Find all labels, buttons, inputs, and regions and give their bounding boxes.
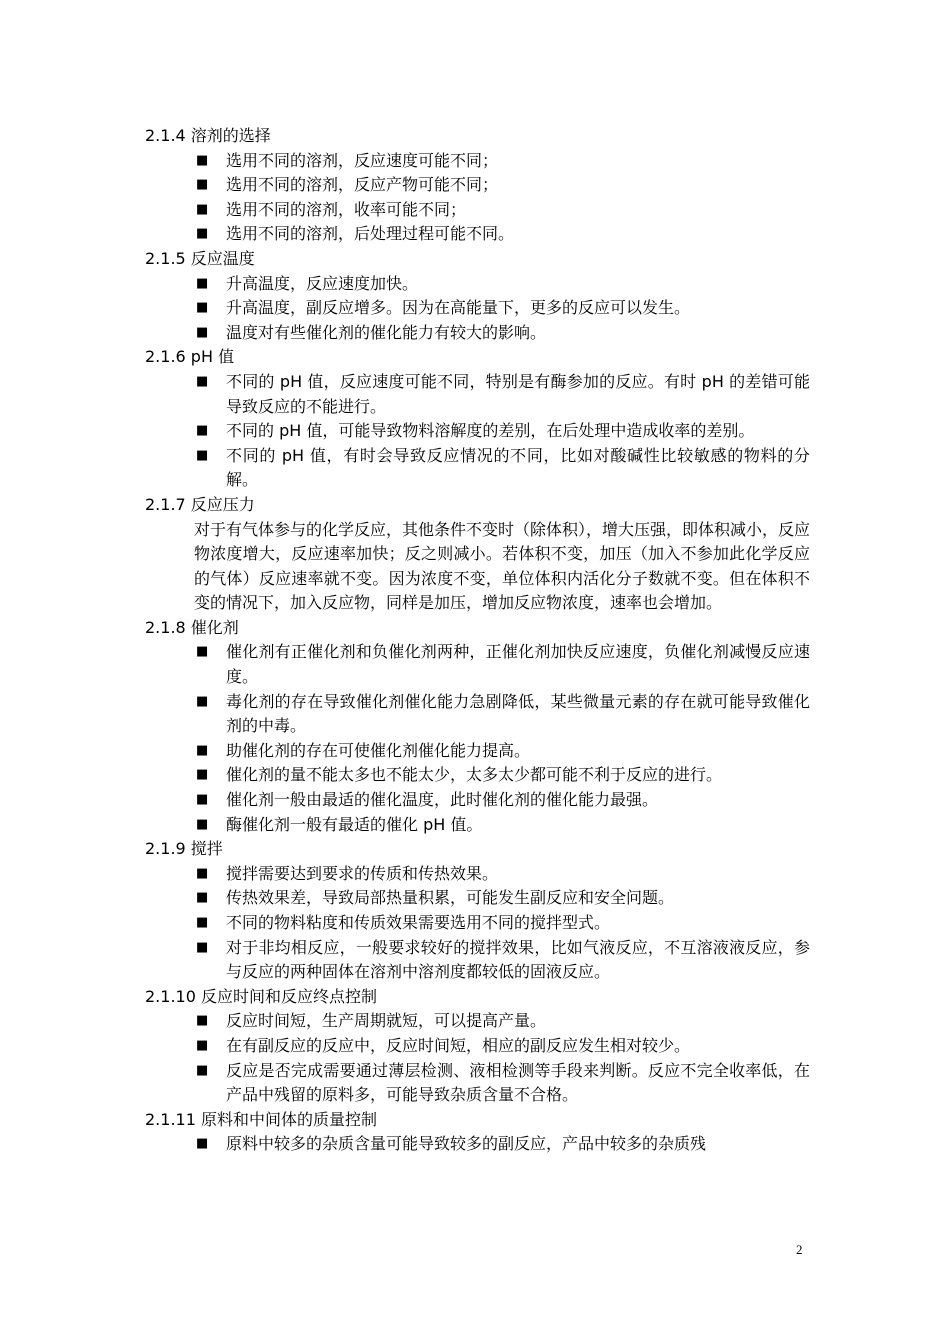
bullet-text: 不同的 pH 值，有时会导致反应情况的不同，比如对酸碱性比较敏感的物料的分解。 — [226, 445, 810, 490]
square-bullet-icon: ■ — [196, 1136, 209, 1152]
bullet-item — [145, 173, 810, 198]
square-bullet-icon: ■ — [196, 767, 209, 783]
square-bullet-icon: ■ — [196, 324, 209, 340]
bullet-item — [145, 1059, 810, 1108]
section-heading: 2.1.8 催化剂 — [145, 617, 239, 637]
bullet-item — [145, 1132, 810, 1157]
square-bullet-icon: ■ — [196, 742, 209, 758]
bullet-text: 酶催化剂一般有最适的催化 pH 值。 — [226, 814, 483, 834]
section-heading: 2.1.5 反应温度 — [145, 248, 255, 268]
bullet-text: 搅拌需要达到要求的传质和传热效果。 — [226, 863, 499, 883]
square-bullet-icon: ■ — [196, 152, 209, 168]
section-heading: 2.1.6 pH 值 — [145, 347, 235, 367]
bullet-item — [145, 690, 810, 739]
square-bullet-icon: ■ — [196, 300, 209, 316]
square-bullet-icon: ■ — [196, 447, 209, 463]
square-bullet-icon: ■ — [196, 890, 209, 906]
square-bullet-icon: ■ — [196, 177, 209, 193]
square-bullet-icon: ■ — [196, 915, 209, 930]
bullet-text: 不同的 pH 值，反应速度可能不同，特别是有酶参加的反应。有时 pH 的差错可能导致反应的不能进行。 — [226, 371, 810, 416]
bullet-text: 在有副反应的反应中，反应时间短，相应的副反应发生相对较少。 — [226, 1035, 691, 1055]
bullet-text: 选用不同的溶剂，后处理过程可能不同。 — [226, 224, 515, 244]
bullet-item — [145, 936, 810, 985]
square-bullet-icon: ■ — [196, 275, 209, 291]
bullet-text: 不同的 pH 值，可能导致物料溶解度的差别，在后处理中造成收率的差别。 — [226, 421, 755, 441]
bullet-item — [145, 1034, 810, 1059]
bullet-item — [145, 862, 810, 887]
bullet-text: 温度对有些催化剂的催化能力有较大的影响。 — [226, 322, 547, 342]
bullet-item — [145, 321, 810, 346]
bullet-text: 催化剂有正催化剂和负催化剂两种，正催化剂加快反应速度，负催化剂减慢反应速度。 — [226, 642, 810, 687]
page-number: 2 — [796, 1242, 803, 1257]
bullet-item — [145, 419, 810, 444]
bullet-text: 原料中较多的杂质含量可能导致较多的副反应，产品中较多的杂质残 — [226, 1134, 707, 1154]
square-bullet-icon: ■ — [196, 201, 209, 217]
bullet-text: 反应时间短，生产周期就短，可以提高产量。 — [226, 1011, 547, 1031]
bullet-item — [145, 739, 810, 764]
section-heading: 2.1.11 原料和中间体的质量控制 — [145, 1109, 377, 1129]
bullet-item — [145, 640, 810, 689]
bullet-item — [145, 198, 810, 223]
bullet-item — [145, 222, 810, 247]
section-heading: 2.1.7 反应压力 — [145, 494, 255, 514]
bullet-text: 毒化剂的存在导致催化剂催化能力急剧降低，某些微量元素的存在就可能导致催化剂的中毒。 — [226, 691, 810, 736]
square-bullet-icon: ■ — [196, 1037, 209, 1053]
bullet-text: 选用不同的溶剂，反应速度可能不同； — [226, 150, 499, 170]
bullet-text: 助催化剂的存在可使催化剂催化能力提高。 — [226, 740, 531, 760]
bullet-text: 反应是否完成需要通过薄层检测、液相检测等手段来判断。反应不完全收率低，在产品中残留的原料多，可能导致杂质含量不合格。 — [226, 1060, 810, 1105]
bullet-item — [145, 1009, 810, 1034]
bullet-text: 升高温度，反应速度加快。 — [226, 273, 419, 293]
document-body — [145, 124, 810, 1157]
section-heading: 2.1.10 反应时间和反应终点控制 — [145, 986, 377, 1006]
bullet-item — [145, 886, 810, 911]
square-bullet-icon: ■ — [196, 644, 209, 660]
bullet-text: 选用不同的溶剂，收率可能不同； — [226, 199, 467, 219]
square-bullet-icon: ■ — [196, 816, 209, 832]
square-bullet-icon: ■ — [196, 1062, 209, 1078]
bullet-text: 催化剂的量不能太多也不能太少，太多太少都可能不利于反应的进行。 — [226, 765, 723, 785]
section-heading: 2.1.9 搅拌 — [145, 839, 223, 859]
bullet-item — [145, 272, 810, 297]
square-bullet-icon: ■ — [196, 1013, 209, 1029]
bullet-item — [145, 911, 810, 936]
bullet-text: 传热效果差，导致局部热量积累，可能发生副反应和安全问题。 — [226, 888, 675, 908]
square-bullet-icon: ■ — [196, 373, 209, 389]
square-bullet-icon: ■ — [196, 865, 209, 881]
square-bullet-icon: ■ — [196, 226, 209, 242]
bullet-item — [145, 296, 810, 321]
bullet-item — [145, 370, 810, 419]
bullet-text: 不同的物料粘度和传质效果需要选用不同的搅拌型式。 — [226, 913, 611, 932]
square-bullet-icon: ■ — [196, 423, 209, 439]
bullet-text: 对于非均相反应，一般要求较好的搅拌效果，比如气液反应，不互溶液液反应，参与反应的两种固体在溶剂中溶剂度都较低的固液反应。 — [226, 937, 810, 982]
section-heading: 2.1.4 溶剂的选择 — [145, 126, 271, 145]
bullet-text: 升高温度，副反应增多。因为在高能量下，更多的反应可以发生。 — [226, 298, 691, 318]
bullet-item — [145, 813, 810, 838]
section-paragraph: 对于有气体参与的化学反应，其他条件不变时（除体积），增大压强，即体积减小，反应物浓度增大，反应速率加快；反之则减小。若体积不变，加压（加入不参加此化学反应的气体）反应速率就不变。因为浓度不变，单位体积内活化分子数就不变。但在体积不变的情况下，加入反应物，同样是加压，增加反应物浓度，速率也会增加。 — [194, 519, 811, 613]
bullet-text: 选用不同的溶剂，反应产物可能不同； — [226, 175, 499, 195]
square-bullet-icon: ■ — [196, 693, 209, 709]
bullet-item — [145, 444, 810, 493]
square-bullet-icon: ■ — [196, 792, 209, 808]
bullet-item — [145, 788, 810, 813]
bullet-item — [145, 763, 810, 788]
square-bullet-icon: ■ — [196, 939, 209, 955]
bullet-item — [145, 149, 810, 174]
bullet-text: 催化剂一般由最适的催化温度，此时催化剂的催化能力最强。 — [226, 790, 659, 810]
